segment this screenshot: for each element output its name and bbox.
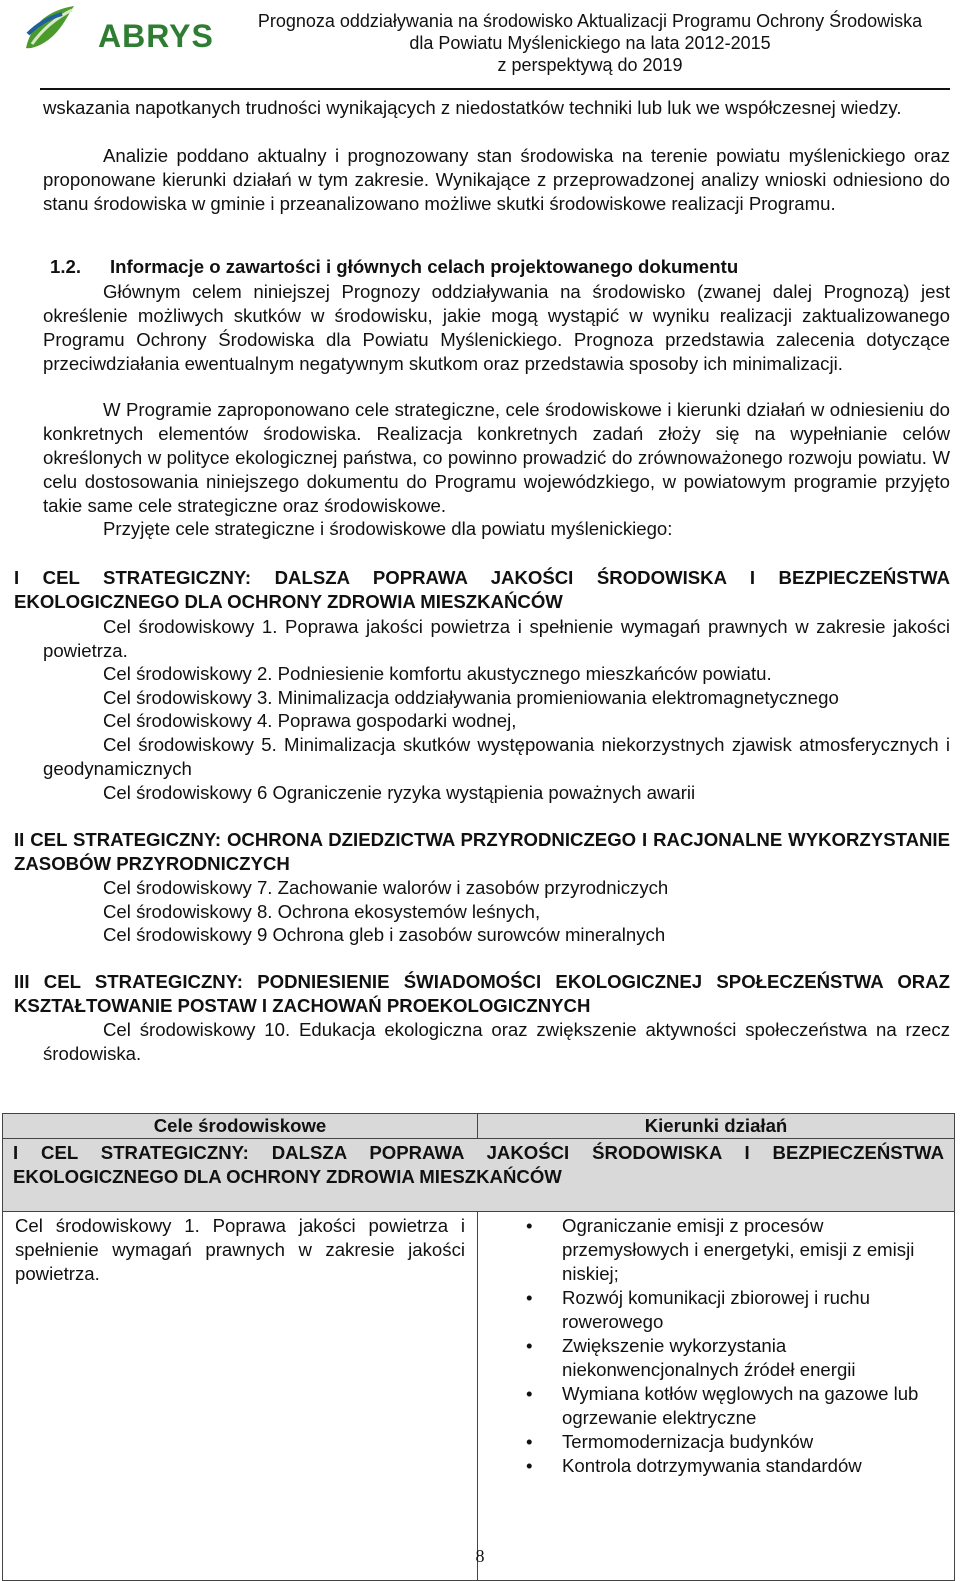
logo-text: ABRYS: [98, 18, 214, 54]
env-goal-3: Cel środowiskowy 3. Minimalizacja oddziaływania promieniowania elektromagnetycznego: [103, 687, 839, 708]
section-title: Informacje o zawartości i głównych celach projektowanego dokumentu: [110, 256, 739, 277]
list-item: • Kontrola dotrzymywania standardów: [478, 1454, 932, 1478]
strategic-goal-2: II CEL STRATEGICZNY: OCHRONA DZIEDZICTWA PRZYRODNICZEGO I RACJONALNE WYKORZYSTANIE ZASOBÓW PRZYRODNICZYCH: [14, 829, 950, 874]
abrys-logo: [22, 4, 214, 54]
table-strategic-goal: I CEL STRATEGICZNY: DALSZA POPRAWA JAKOŚCI ŚRODOWISKA I BEZPIECZEŃSTWA EKOLOGICZNEGO DLA OCHRONY ZDROWIA MIESZKAŃCÓW: [3, 1139, 955, 1212]
env-goal-5: Cel środowiskowy 5. Minimalizacja skutków występowania niekorzystnych zjawisk atmosferycznych i geodynamicznych: [43, 734, 950, 779]
table-header-row: [3, 1114, 955, 1139]
table-cell-goal: Cel środowiskowy 1. Poprawa jakości powietrza i spełnienie wymagań prawnych w zakresie jakości powietrza.: [3, 1212, 478, 1581]
list-item: • Zwiększenie wykorzystania niekonwencjonalnych źródeł energii: [478, 1334, 932, 1382]
leaf-icon: [22, 4, 82, 52]
header-title-line1: Prognoza oddziaływania na środowisko Aktualizacji Programu Ochrony Środowiska: [257, 11, 923, 31]
paragraph-4: W Programie zaproponowano cele strategiczne, cele środowiskowe i kierunki działań w odniesieniu do konkretnych elementów środowiska. Realizacja konkretnych zadań złoży się na wypełnianie celów określonych w polityce ekologicznej państwa, co powinno prowadzić do zrównoważonego rozwoju powiatu. W celu dostosowania niniejszego dokumentu do Programu wojewódzkiego, w powiatowym programie przyjęto takie same cele strategiczne oraz środowiskowe.: [43, 399, 950, 516]
strategic-goal-3: III CEL STRATEGICZNY: PODNIESIENIE ŚWIADOMOŚCI EKOLOGICZNEJ SPOŁECZEŃSTWA ORAZ KSZTAŁTOWANIE POSTAW I ZACHOWAŃ PROEKOLOGICZNYCH: [14, 971, 950, 1016]
env-goal-6: Cel środowiskowy 6 Ograniczenie ryzyka wystąpienia poważnych awarii: [103, 782, 696, 803]
paragraph-5: Przyjęte cele strategiczne i środowiskowe dla powiatu myślenickiego:: [103, 518, 673, 539]
env-goal-9: Cel środowiskowy 9 Ochrona gleb i zasobów surowców mineralnych: [103, 924, 666, 945]
header-title: [230, 10, 950, 76]
list-item: • Wymiana kotłów węglowych na gazowe lub ogrzewanie elektryczne: [478, 1382, 932, 1430]
goals-table: [2, 1113, 955, 1581]
section-number: 1.2.: [50, 256, 82, 277]
list-item: • Rozwój komunikacji zbiorowej i ruchu rowerowego: [478, 1286, 932, 1334]
env-goal-4: Cel środowiskowy 4. Poprawa gospodarki wodnej,: [103, 710, 517, 731]
page-number: 8: [475, 1546, 485, 1566]
env-goal-2: Cel środowiskowy 2. Podniesienie komfortu akustycznego mieszkańców powiatu.: [103, 663, 772, 684]
page-header: [0, 0, 960, 92]
list-item: • Ograniczanie emisji z procesów przemysłowych i energetyki, emisji z emisji niskiej;: [478, 1214, 932, 1286]
header-title-line3: z perspektywą do 2019: [497, 55, 683, 75]
table-cell-directions: [478, 1212, 955, 1581]
directions-list: [478, 1214, 932, 1478]
list-item: • Termomodernizacja budynków: [478, 1430, 932, 1454]
env-goal-1: Cel środowiskowy 1. Poprawa jakości powietrza i spełnienie wymagań prawnych w zakresie jakości powietrza.: [43, 616, 950, 661]
env-goal-10: Cel środowiskowy 10. Edukacja ekologiczna oraz zwiększenie aktywności społeczeństwa na rzecz środowiska.: [43, 1019, 950, 1064]
paragraph-2: Analizie poddano aktualny i prognozowany stan środowiska na terenie powiatu myślenickiego oraz proponowane kierunki działań w tym zakresie. Wynikające z przeprowadzonej analizy wnioski odniesiono do stanu środowiska w gminie i przeanalizowano możliwe skutki środowiskowe realizacji Programu.: [43, 145, 950, 214]
table-row: [3, 1212, 955, 1581]
table-row: [3, 1139, 955, 1212]
strategic-goal-1: I CEL STRATEGICZNY: DALSZA POPRAWA JAKOŚCI ŚRODOWISKA I BEZPIECZEŃSTWA EKOLOGICZNEGO DLA OCHRONY ZDROWIA MIESZKAŃCÓW: [14, 567, 950, 612]
section-heading: [50, 256, 738, 278]
env-goal-7: Cel środowiskowy 7. Zachowanie walorów i zasobów przyrodniczych: [103, 877, 669, 898]
header-rule: [40, 88, 950, 90]
paragraph-3: Głównym celem niniejszej Prognozy oddziaływania na środowisko (zwanej dalej Prognozą) jest określenie możliwych skutków w środowisku, jakie mogą wystąpić w wyniku realizacji zaktualizowanego Programu Ochrony Środowiska dla Powiatu Myślenickiego. Prognoza przedstawia zalecenia dotyczące przeciwdziałania ewentualnym negatywnym skutkom oraz przedstawia sposoby ich minimalizacji.: [43, 281, 950, 374]
header-title-line2: dla Powiatu Myślenickiego na lata 2012-2015: [409, 33, 771, 53]
table-header-goals: Cele środowiskowe: [3, 1114, 478, 1139]
table-header-directions: Kierunki działań: [478, 1114, 955, 1139]
env-goal-8: Cel środowiskowy 8. Ochrona ekosystemów leśnych,: [103, 901, 541, 922]
paragraph-1: wskazania napotkanych trudności wynikających z niedostatków techniki lub luk we współczesnej wiedzy.: [43, 97, 902, 118]
